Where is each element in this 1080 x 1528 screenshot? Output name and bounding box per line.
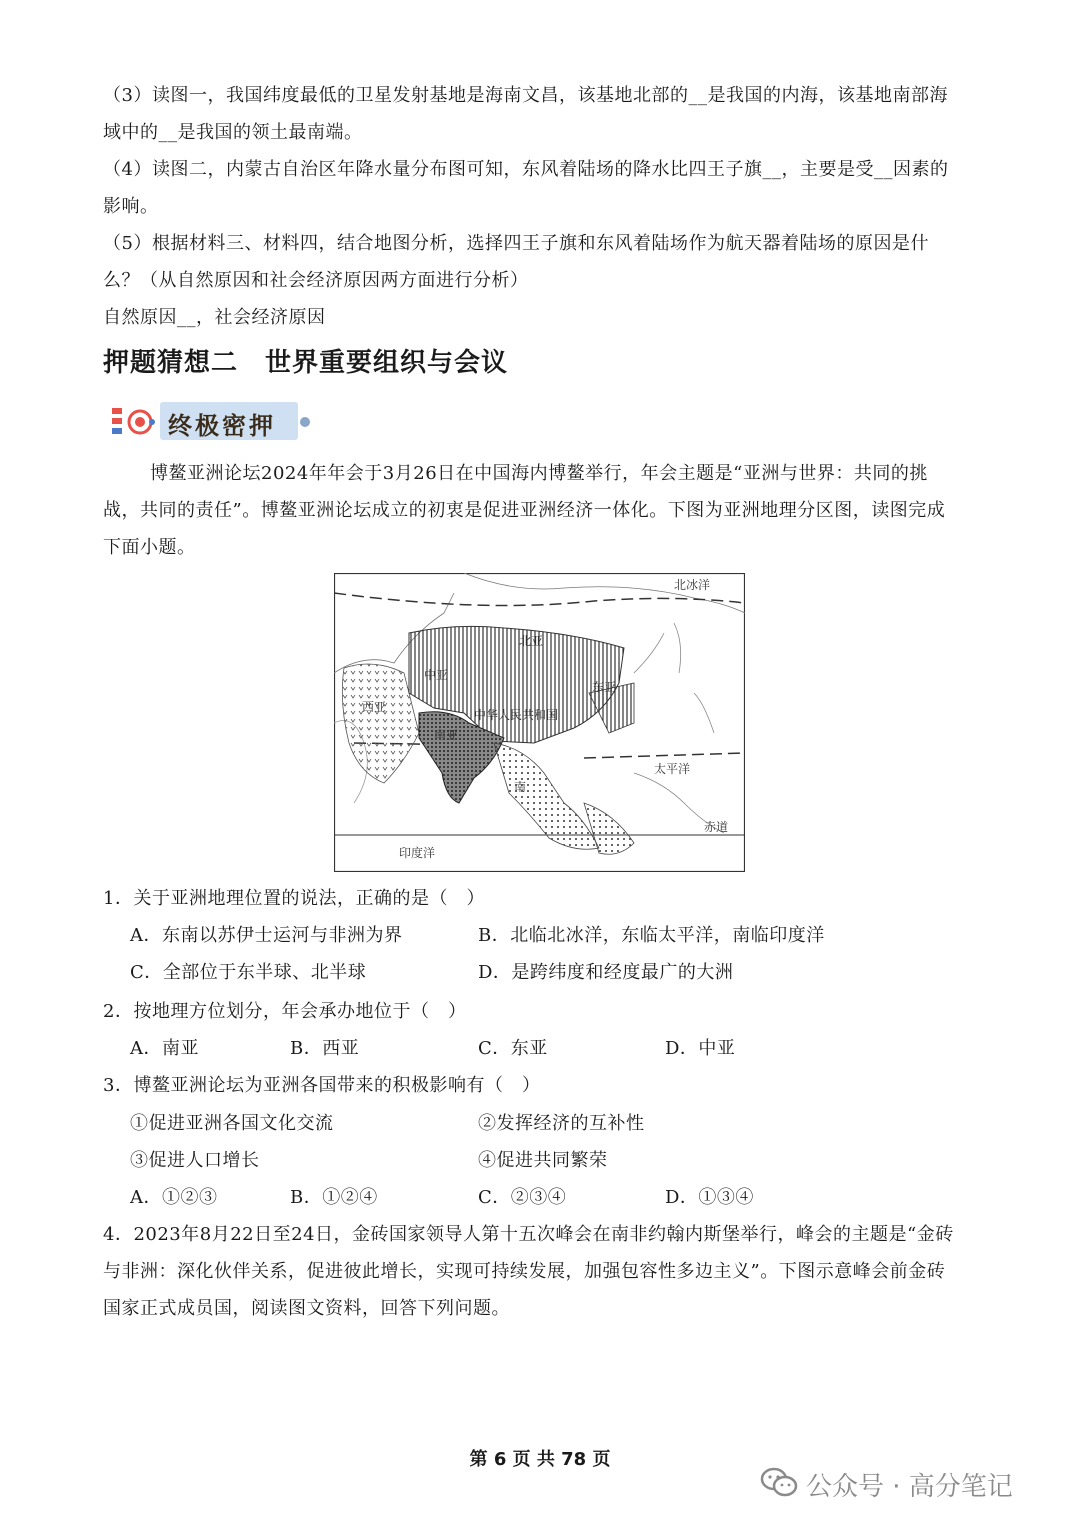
label-arctic: 北冰洋 <box>674 578 711 592</box>
q2-stem: 2．按地理方位划分，年会承办地位于（ ） <box>103 1001 467 1022</box>
q3-statement-3: ③促进人口增长 <box>130 1150 260 1171</box>
banner-label: 终极密押 <box>168 412 276 440</box>
q2-option-b[interactable]: B．西亚 <box>290 1038 360 1059</box>
q1-option-a[interactable]: A．东南以苏伊士运河与非洲为界 <box>130 925 403 946</box>
watermark-text: 公众号 · 高分笔记 <box>806 1472 1013 1502</box>
q2-option-a[interactable]: A．南亚 <box>130 1038 199 1059</box>
q3-line-1: （3）读图一，我国纬度最低的卫星发射基地是海南文昌，该基地北部的__是我国的内海，该基地南部海 <box>103 85 948 106</box>
q5-line-2: 么？（从自然原因和社会经济原因两方面进行分析） <box>103 270 529 291</box>
label-indian-ocean: 印度洋 <box>399 846 436 860</box>
q3-statement-2: ②发挥经济的互补性 <box>478 1113 645 1134</box>
q4-text-2: 与非洲：深化伙伴关系，促进彼此增长，实现可持续发展，加强包容性多边主义”。下图示意峰会前金砖 <box>103 1261 946 1282</box>
q1-option-d[interactable]: D．是跨纬度和经度最广的大洲 <box>478 962 734 983</box>
q3-option-d[interactable]: D．①③④ <box>665 1187 754 1208</box>
q2-option-c[interactable]: C．东亚 <box>478 1038 548 1059</box>
intro-line-1: 博鳌亚洲论坛2024年年会于3月26日在中国海内博鳌举行，年会主题是“亚洲与世界：共同的挑 <box>150 463 928 484</box>
q1-option-c[interactable]: C．全部位于东半球、北半球 <box>130 962 367 983</box>
label-south-asia: 南亚 <box>434 728 459 742</box>
page-footer: 第 6 页 共 78 页 <box>469 1449 611 1470</box>
q5-line-1: （5）根据材料三、材料四，结合地图分析，选择四王子旗和东风着陆场作为航天器着陆场的原因是什 <box>103 233 929 254</box>
q3-option-c[interactable]: C．②③④ <box>478 1187 567 1208</box>
q3-option-b[interactable]: B．①②④ <box>290 1187 378 1208</box>
label-china: 中华人民共和国 <box>474 708 559 722</box>
label-pacific: 太平洋 <box>654 762 691 776</box>
q4-line-2: 影响。 <box>103 196 159 217</box>
q2-option-d[interactable]: D．中亚 <box>665 1038 736 1059</box>
q1-option-b[interactable]: B．北临北冰洋，东临太平洋，南临印度洋 <box>478 925 825 946</box>
q1-stem: 1．关于亚洲地理位置的说法，正确的是（ ） <box>103 888 485 909</box>
target-icon <box>112 406 156 438</box>
q4-text-1: 4．2023年8月22日至24日，金砖国家领导人第十五次峰会在南非约翰内斯堡举行，峰会的主题是“金砖 <box>103 1224 954 1245</box>
q3-option-a[interactable]: A．①②③ <box>130 1187 218 1208</box>
label-east-asia: 东亚 <box>592 680 617 694</box>
section-title: 押题猜想二 世界重要组织与会议 <box>103 348 509 378</box>
label-north-asia: 北亚 <box>519 634 544 648</box>
banner-dot <box>300 417 310 427</box>
banner <box>112 402 312 442</box>
wechat-icon <box>760 1466 798 1498</box>
label-west-asia: 西亚 <box>362 700 387 714</box>
label-central-asia: 中亚 <box>424 668 449 682</box>
q4-text-3: 国家正式成员国，阅读图文资料，回答下列问题。 <box>103 1298 510 1319</box>
watermark <box>760 1462 1060 1506</box>
label-southeast: 南 <box>514 780 527 794</box>
intro-line-2: 战，共同的责任”。博鳌亚洲论坛成立的初衷是促进亚洲经济一体化。下图为亚洲地理分区图，读图完成 <box>103 500 946 521</box>
q3-statement-4: ④促进共同繁荣 <box>478 1150 608 1171</box>
q3-line-2: 域中的__是我国的领土最南端。 <box>103 122 363 143</box>
label-equator: 赤道 <box>704 820 729 834</box>
q3-stem: 3．博鳌亚洲论坛为亚洲各国带来的积极影响有（ ） <box>103 1075 541 1096</box>
asia-region-map <box>334 573 745 872</box>
q3-statement-1: ①促进亚洲各国文化交流 <box>130 1113 334 1134</box>
intro-line-3: 下面小题。 <box>103 537 196 558</box>
q5-line-3: 自然原因__，社会经济原因 <box>103 307 326 328</box>
q4-line-1: （4）读图二，内蒙古自治区年降水量分布图可知，东风着陆场的降水比四王子旗__，主要是受__因素的 <box>103 159 949 180</box>
